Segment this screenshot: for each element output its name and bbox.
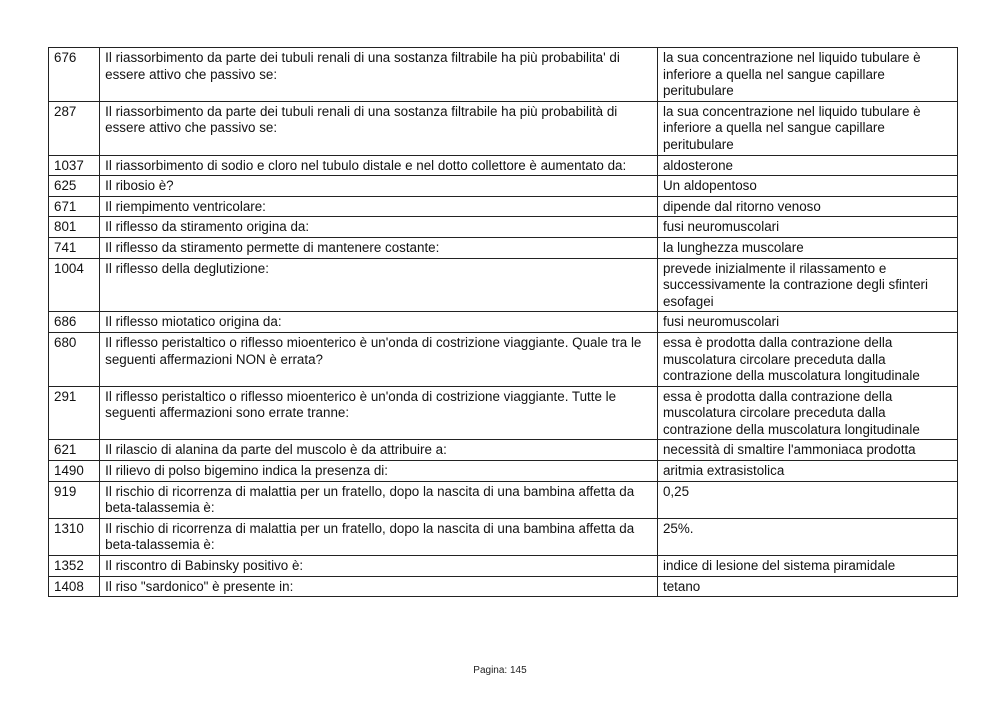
question-id-cell: 741 — [49, 237, 100, 258]
question-id-cell: 680 — [49, 332, 100, 386]
page-number: Pagina: 145 — [473, 665, 527, 676]
table-row — [49, 386, 958, 440]
answer-text-cell: la sua concentrazione nel liquido tubulare è inferiore a quella nel sangue capillare peritubulare — [657, 48, 957, 102]
table-row — [49, 237, 958, 258]
question-id-cell: 1408 — [49, 576, 100, 597]
question-table — [48, 47, 958, 597]
question-id-cell: 1490 — [49, 461, 100, 482]
question-text-cell: Il rischio di ricorrenza di malattia per un fratello, dopo la nascita di una bambina affetta da beta-talassemia è: — [100, 518, 658, 555]
table-row — [49, 576, 958, 597]
answer-text-cell: indice di lesione del sistema piramidale — [657, 556, 957, 577]
question-id-cell: 1310 — [49, 518, 100, 555]
question-text-cell: Il rischio di ricorrenza di malattia per un fratello, dopo la nascita di una bambina affetta da beta-talassemia è: — [100, 481, 658, 518]
answer-text-cell: essa è prodotta dalla contrazione della muscolatura circolare preceduta dalla contrazione della muscolatura longitudinale — [657, 332, 957, 386]
answer-text-cell: prevede inizialmente il rilassamento e successivamente la contrazione degli sfinteri esofagei — [657, 258, 957, 312]
table-row — [49, 461, 958, 482]
answer-text-cell: necessità di smaltire l'ammoniaca prodotta — [657, 440, 957, 461]
answer-text-cell: 25%. — [657, 518, 957, 555]
question-text-cell: Il riflesso della deglutizione: — [100, 258, 658, 312]
table-row — [49, 176, 958, 197]
question-text-cell: Il riflesso da stiramento origina da: — [100, 217, 658, 238]
answer-text-cell: tetano — [657, 576, 957, 597]
table-row — [49, 217, 958, 238]
answer-text-cell: essa è prodotta dalla contrazione della muscolatura circolare preceduta dalla contrazione della muscolatura longitudinale — [657, 386, 957, 440]
question-id-cell: 686 — [49, 312, 100, 333]
question-id-cell: 291 — [49, 386, 100, 440]
question-text-cell: Il rilievo di polso bigemino indica la presenza di: — [100, 461, 658, 482]
question-id-cell: 625 — [49, 176, 100, 197]
question-id-cell: 1004 — [49, 258, 100, 312]
table-row — [49, 155, 958, 176]
answer-text-cell: 0,25 — [657, 481, 957, 518]
question-table-body — [49, 48, 958, 597]
question-id-cell: 1352 — [49, 556, 100, 577]
table-row — [49, 556, 958, 577]
table-row — [49, 101, 958, 155]
question-id-cell: 671 — [49, 196, 100, 217]
table-row — [49, 258, 958, 312]
question-id-cell: 1037 — [49, 155, 100, 176]
question-id-cell: 919 — [49, 481, 100, 518]
table-row — [49, 196, 958, 217]
question-id-cell: 621 — [49, 440, 100, 461]
question-text-cell: Il riassorbimento di sodio e cloro nel tubulo distale e nel dotto collettore è aumentato da: — [100, 155, 658, 176]
table-row — [49, 312, 958, 333]
answer-text-cell: fusi neuromuscolari — [657, 217, 957, 238]
question-text-cell: Il riso "sardonico" è presente in: — [100, 576, 658, 597]
table-row — [49, 481, 958, 518]
table-row — [49, 440, 958, 461]
question-text-cell: Il ribosio è? — [100, 176, 658, 197]
question-text-cell: Il riflesso da stiramento permette di mantenere costante: — [100, 237, 658, 258]
table-row — [49, 518, 958, 555]
question-text-cell: Il riassorbimento da parte dei tubuli renali di una sostanza filtrabile ha più probabilità di essere attivo che passivo se: — [100, 101, 658, 155]
question-text-cell: Il riflesso peristaltico o riflesso mioenterico è un'onda di costrizione viaggiante. Quale tra le seguenti affermazioni NON è errata? — [100, 332, 658, 386]
table-row — [49, 48, 958, 102]
answer-text-cell: la sua concentrazione nel liquido tubulare è inferiore a quella nel sangue capillare peritubulare — [657, 101, 957, 155]
answer-text-cell: la lunghezza muscolare — [657, 237, 957, 258]
question-id-cell: 801 — [49, 217, 100, 238]
question-text-cell: Il riflesso miotatico origina da: — [100, 312, 658, 333]
question-text-cell: Il riassorbimento da parte dei tubuli renali di una sostanza filtrabile ha più probabilita' di essere attivo che passivo se: — [100, 48, 658, 102]
question-text-cell: Il rilascio di alanina da parte del muscolo è da attribuire a: — [100, 440, 658, 461]
question-id-cell: 676 — [49, 48, 100, 102]
answer-text-cell: aldosterone — [657, 155, 957, 176]
answer-text-cell: dipende dal ritorno venoso — [657, 196, 957, 217]
answer-text-cell: Un aldopentoso — [657, 176, 957, 197]
question-id-cell: 287 — [49, 101, 100, 155]
question-text-cell: Il riempimento ventricolare: — [100, 196, 658, 217]
table-row — [49, 332, 958, 386]
answer-text-cell: fusi neuromuscolari — [657, 312, 957, 333]
question-text-cell: Il riscontro di Babinsky positivo è: — [100, 556, 658, 577]
question-text-cell: Il riflesso peristaltico o riflesso mioenterico è un'onda di costrizione viaggiante. Tutte le seguenti affermazioni sono errate tranne: — [100, 386, 658, 440]
answer-text-cell: aritmia extrasistolica — [657, 461, 957, 482]
